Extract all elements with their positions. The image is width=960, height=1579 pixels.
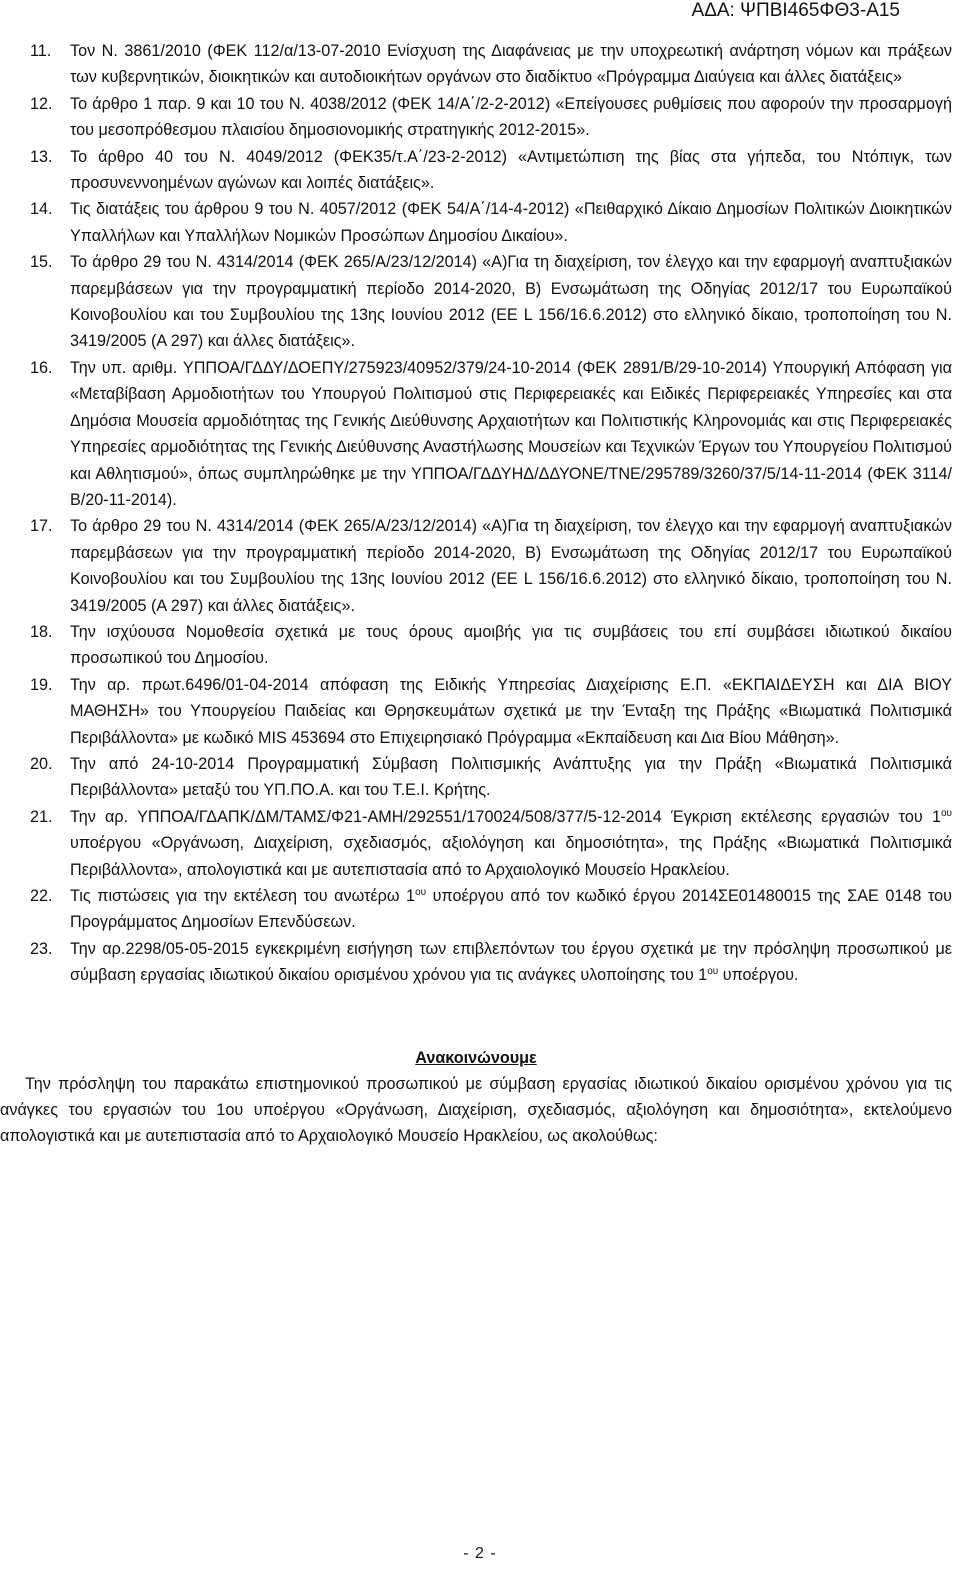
item-text-end: υποέργου από τον κωδικό έργου 2014ΣΕ01480015 της ΣΑΕ 0148 του Προγράμματος Δημοσίων Επενδύσεων. bbox=[70, 887, 952, 932]
list-item bbox=[0, 91, 952, 144]
list-item bbox=[0, 936, 952, 989]
item-number: 23. bbox=[30, 939, 53, 958]
ordinal-suffix: ου bbox=[415, 887, 427, 898]
list-item bbox=[0, 144, 952, 197]
list-item bbox=[0, 38, 952, 91]
item-number: 17. bbox=[30, 517, 53, 536]
page-number: - 2 - bbox=[463, 1545, 497, 1562]
item-text: Το άρθρο 29 του Ν. 4314/2014 (ΦΕΚ 265/Α/23/12/2014) «Α)Για τη διαχείριση, τον έλεγχο και την εφαρμογή αναπτυξιακών παρεμβάσεων για την προγραμματική περίοδο 2014-2020, Β) Ενσωμάτωση της Οδηγίας 2012/17 του Ευρωπαϊκού Κοινοβουλίου και του Συμβουλίου της 13ης Ιουνίου 2012 (ΕΕ L 156/16.6.2012) στο ελληνικό δίκαιο, τροποποίηση του Ν. 3419/2005 (Α 297) και άλλες διατάξεις». bbox=[70, 517, 952, 615]
announcement-title: Ανακοινώνουμε bbox=[415, 1048, 537, 1067]
item-text-end: υποέργου. bbox=[718, 966, 799, 985]
item-number: 12. bbox=[30, 94, 53, 113]
item-text: Το άρθρο 1 παρ. 9 και 10 του Ν. 4038/2012 (ΦΕΚ 14/Α΄/2-2-2012) «Επείγουσες ρυθμίσεις που αφορούν την προσαρμογή του μεσοπρόθεσμου πλαισίου δημοσιονομικής στρατηγικής 2012-2015». bbox=[70, 94, 952, 140]
legal-references-list bbox=[0, 38, 952, 989]
item-text: Τις διατάξεις του άρθρου 9 του Ν. 4057/2012 (ΦΕΚ 54/Α΄/14-4-2012) «Πειθαρχικό Δίκαιο Δημοσίων Πολιτικών Διοικητικών Υπαλλήλων και Υπαλλήλων Νομικών Προσώπων Δημοσίου Δικαίου». bbox=[70, 200, 952, 245]
item-text: Το άρθρο 29 του Ν. 4314/2014 (ΦΕΚ 265/Α/23/12/2014) «Α)Για τη διαχείριση, τον έλεγχο και την εφαρμογή αναπτυξιακών παρεμβάσεων για την προγραμματική περίοδο 2014-2020, Β) Ενσωμάτωση της Οδηγίας 2012/17 του Ευρωπαϊκού Κοινοβουλίου και του Συμβουλίου της 13ης Ιουνίου 2012 (ΕΕ L 156/16.6.2012) στο ελληνικό δίκαιο, τροποποίηση του Ν. 3419/2005 (Α 297) και άλλες διατάξεις». bbox=[70, 253, 952, 351]
list-item bbox=[0, 355, 952, 513]
list-item bbox=[0, 249, 952, 355]
item-text: Την ισχύουσα Νομοθεσία σχετικά με τους όρους αμοιβής για τις συμβάσεις του επί συμβάσει ιδιωτικού δικαίου προσωπικού του Δημοσίου. bbox=[70, 622, 952, 668]
list-item bbox=[0, 619, 952, 672]
item-number: 14. bbox=[30, 200, 53, 219]
list-item bbox=[0, 672, 952, 751]
item-text: Την αρ. πρωτ.6496/01-04-2014 απόφαση της Ειδικής Υπηρεσίας Διαχείρισης Ε.Π. «ΕΚΠΑΙΔΕΥΣΗ και ΔΙΑ ΒΙΟΥ ΜΑΘΗΣΗ» του Υπουργείου Παιδείας και Θρησκευμάτων σχετικά με την Ένταξη της Πράξης «Βιωματικά Πολιτισμικά Περιβάλλοντα» με κωδικό MIS 453694 στο Επιχειρησιακό Πρόγραμμα «Εκπαίδευση και Δια Βίου Μάθηση». bbox=[70, 675, 952, 747]
list-item bbox=[0, 883, 952, 936]
item-number: 18. bbox=[30, 622, 53, 641]
item-number: 22. bbox=[30, 887, 53, 905]
ada-code: ΑΔΑ: ΨΠΒΙ465ΦΘ3-Α15 bbox=[691, 0, 900, 21]
item-number: 19. bbox=[30, 675, 53, 694]
list-item bbox=[0, 513, 952, 619]
item-text-start: Την αρ. ΥΠΠΟΑ/ΓΔΑΠΚ/ΔΜ/ΤΑΜΣ/Φ21-ΑΜΗ/292551/170024/508/377/5-12-2014 Έγκριση εκτέλεσης εργασιών του 1 bbox=[70, 807, 941, 826]
item-text: Το άρθρο 40 του Ν. 4049/2012 (ΦΕΚ35/τ.Α΄/23-2-2012) «Αντιμετώπιση της βίας στα γήπεδα, του Ντόπιγκ, των προσυνεννοημένων αγώνων και λοιπές διατάξεις». bbox=[70, 147, 952, 193]
item-text-start: Τις πιστώσεις για την εκτέλεση του ανωτέρω 1 bbox=[70, 887, 416, 905]
item-text: Τον Ν. 3861/2010 (ΦΕΚ 112/α/13-07-2010 Ενίσχυση της Διαφάνειας με την υποχρεωτική ανάρτηση νόμων και πράξεων των κυβερνητικών, διοικητικών και αυτοδιοικήτων οργάνων στο διαδίκτυο «Πρόγραμμα Διαύγεια και άλλες διατάξεις» bbox=[70, 42, 952, 87]
document-body bbox=[0, 38, 952, 1150]
item-number: 15. bbox=[30, 253, 53, 272]
item-number: 21. bbox=[30, 807, 53, 826]
item-number: 16. bbox=[30, 358, 53, 377]
item-text: Την υπ. αριθμ. ΥΠΠΟΑ/ΓΔΔΥ/ΔΟΕΠΥ/275923/40952/379/24-10-2014 (ΦΕΚ 2891/Β/29-10-2014) Υπουργική Απόφαση για «Μεταβίβαση Αρμοδιοτήτων του Υπουργού Πολιτισμού στις Περιφερειακές και Ειδικές Περιφερειακές Υπηρεσίες και στα Δημόσια Μουσεία αρμοδιότητας της Γενικής Διεύθυνσης Αρχαιοτήτων και Πολιτιστικής Κληρονομιάς και στις Περιφερειακές Υπηρεσίες αρμοδιότητας της Γενικής Διεύθυνσης Αναστήλωσης Μουσείων και Τεχνικών Έργων του Υπουργείου Πολιτισμού και Αθλητισμού», όπως συμπληρώθηκε με την ΥΠΠΟΑ/ΓΔΔΥΗΔ/ΔΔΥΟΝΕ/ΤΝΕ/295789/3260/37/5/14-11-2014 (ΦΕΚ 3114/Β/20-11-2014). bbox=[70, 358, 952, 509]
item-number: 20. bbox=[30, 754, 53, 773]
item-number: 13. bbox=[30, 147, 53, 166]
item-number: 11. bbox=[30, 42, 52, 60]
item-text-end: υποέργου «Οργάνωση, Διαχείριση, σχεδιασμός, αξιολόγηση και δημοσιότητα», της Πράξης «Βιωματικά Πολιτισμικά Περιβάλλοντα», απολογιστικά και με αυτεπιστασία από το Αρχαιολογικό Μουσείο Ηρακλείου. bbox=[70, 834, 952, 879]
list-item bbox=[0, 196, 952, 249]
item-text-start: Την αρ.2298/05-05-2015 εγκεκριμένη εισήγηση των επιβλεπόντων του έργου σχετικά με την πρόσληψη προσωπικού με σύμβαση εργασίας ιδιωτικού δικαίου ορισμένου χρόνου για τις ανάγκες υλοποίησης του 1 bbox=[70, 939, 952, 985]
announcement-body: Την πρόσληψη του παρακάτω επιστημονικού προσωπικού με σύμβαση εργασίας ιδιωτικού δικαίου ορισμένου χρόνου για τις ανάγκες του εργασιών του 1ου υποέργου «Οργάνωση, Διαχείριση, σχεδιασμός, αξιολόγηση και δημοσιότητα», εκτελούμενο απολογιστικά και με αυτεπιστασία από το Αρχαιολογικό Μουσείο Ηρακλείου, ως ακολούθως: bbox=[0, 1074, 952, 1146]
list-item bbox=[0, 751, 952, 804]
ordinal-suffix: ου bbox=[940, 807, 952, 819]
list-item bbox=[0, 804, 952, 883]
ordinal-suffix: ου bbox=[707, 966, 719, 978]
item-text: Την από 24-10-2014 Προγραμματική Σύμβαση Πολιτισμικής Ανάπτυξης για την Πράξη «Βιωματικά Πολιτισμικά Περιβάλλοντα» μεταξύ του ΥΠ.ΠΟ.Α. και του Τ.Ε.Ι. Κρήτης. bbox=[70, 754, 952, 800]
